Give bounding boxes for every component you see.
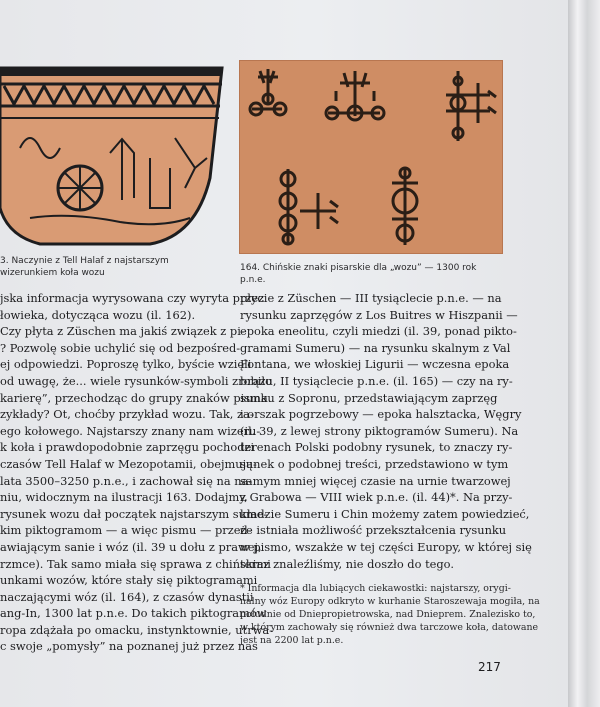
text-line: rysunek wozu dał początek najstarszym sume-	[0, 506, 268, 521]
page-stack-edge	[568, 0, 600, 707]
text-line: Czy płyta z Züschen ma jakiś związek z pi-	[0, 324, 245, 339]
text-line: rzmce). Tak samo miała się sprawa z chińskimi	[0, 556, 271, 571]
text-line: (il. 39, z lewej strony piktogramów Sumeru). Na	[240, 423, 519, 438]
text-line: jska informacja wyrysowana czy wyryta przez	[0, 291, 265, 305]
text-line: karierę”, przechodząc do grupy znaków pisma.	[0, 390, 272, 405]
text-line: łowieka, dotycząca wozu (il. 162).	[0, 307, 196, 322]
text-line: samym mniej więcej czasie na urnie twarzowej	[240, 473, 511, 488]
text-line: lata 3500–3250 p.n.e., i zachował się na na-	[0, 473, 253, 488]
text-line: od uwagę, że... wiele rysunków-symboli zrobiło	[0, 373, 272, 388]
text-line: gramami Sumeru) — na rysunku skalnym z Val	[240, 340, 511, 355]
text-line: ego kołowego. Najstarszy znany nam wizeru-	[0, 423, 261, 438]
footnote-line: w którym zachowały się również dwa tarczowe koła, datowane	[240, 622, 539, 633]
text-line: z Grabowa — VIII wiek p.n.e. (il. 44)*. Na przy-	[240, 490, 513, 505]
text-line: rysunku zaprzęgów z Los Buitres w Hiszpanii —	[240, 307, 518, 322]
text-line: ej odpowiedzi. Poproszę tylko, byście wzięli	[0, 357, 252, 372]
text-line: w pismo, wszakże w tej części Europy, w której się	[240, 539, 532, 554]
text-line: zykłady? Ot, choćby przykład wozu. Tak, za-	[0, 407, 254, 422]
text-line: kładzie Sumeru i Chin możemy zatem powiedzieć,	[240, 506, 530, 521]
text-line: sunek o podobnej treści, przedstawiono w tym	[240, 456, 509, 471]
text-line: epoka eneolitu, czyli miedzi (il. 39, ponad pikto-	[240, 324, 517, 339]
text-line: płycie z Züschen — III tysiąclecie p.n.e. — na	[240, 291, 502, 305]
text-line: unkami wozów, które stały się piktogramami	[0, 573, 258, 588]
text-line: czasów Tell Halaf w Mezopotamii, obejmują-	[0, 456, 257, 471]
text-line: ang-In, 1300 lat p.n.e. Do takich piktogramów	[0, 606, 267, 621]
text-line: brązu, II tysiąclecie p.n.e. (il. 165) — czy na ry-	[240, 373, 513, 388]
text-line: ? Pozwolę sobie uchylić się od bezpośred-	[0, 340, 241, 355]
page-number: 217	[478, 660, 501, 674]
text-line: terenach Polski podobny rysunek, to znaczy ry-	[240, 440, 513, 455]
text-line: awiającym sanie i wóz (il. 39 u dołu z prawej,	[0, 539, 262, 554]
text-line: c swoje „pomysły” na poznanej już przez nas	[0, 639, 258, 654]
text-line: Fontana, we włoskiej Ligurii — wczesna epoka	[240, 357, 510, 372]
text-line: sunku z Sopronu, przedstawiającym zaprzęg	[240, 390, 498, 405]
text-line: i orszak pogrzebowy — epoka halsztacka, Węgry	[240, 407, 522, 422]
text-line: że istniała możliwość przekształcenia rysunku	[240, 523, 507, 538]
left-text-column	[0, 290, 274, 655]
figure-164-caption: 164. Chińskie znaki pisarskie dla „wozu” — 1300 rok p.n.e.	[240, 263, 477, 285]
footnote	[240, 582, 540, 647]
text-line: k koła i prawdopodobnie zaprzęgu pochodzi	[0, 440, 255, 455]
figure-163-caption: 3. Naczynie z Tell Halaf z najstarszym wizerunkiem koła wozu	[0, 256, 169, 278]
footnote-line: nalny wóz Europy odkryto w kurhanie Staroszewaja mogiła, na	[240, 596, 540, 607]
text-line: niu, widocznym na ilustracji 163. Dodajmy,	[0, 490, 248, 505]
text-line: kim piktogramom — a więc pismu — przed-	[0, 523, 252, 538]
text-line: naczającymi wóz (il. 164), z czasów dynastii	[0, 589, 254, 604]
footnote-line: jest na 2200 lat p.n.e.	[240, 635, 344, 646]
text-line: teraz znaleźliśmy, nie doszło do tego.	[240, 556, 454, 571]
chinese-characters-plate	[239, 60, 503, 254]
vessel-illustration	[0, 58, 226, 248]
right-text-column	[240, 290, 532, 572]
footnote-line: * Informacja dla lubiących ciekawostki: najstarszy, orygi-	[240, 583, 511, 594]
text-line: ropa zdążała po omacku, instynktownie, utrwa-	[0, 622, 274, 637]
footnote-line: południe od Dniepropietrowska, nad Dnieprem. Znalezisko to,	[240, 609, 536, 620]
